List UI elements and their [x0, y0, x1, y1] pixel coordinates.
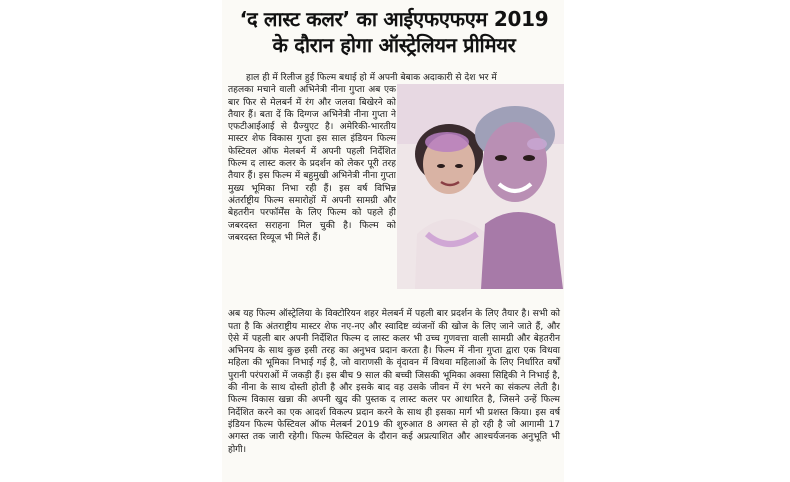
headline: [226, 6, 562, 58]
column-paragraph: तहलका मचाने वाली अभिनेत्री नीना गुप्ता अब एक बार फिर से मेलबर्न में रंग और जलवा बिखेरने को तैयार हैं। बता दें कि दिग्गज अभिनेत्री नीना गुप्ता ने एफटीआईआई से ग्रैज्युएट है। अमेरिकी-भारतीय मास्टर शेफ विकास गुप्ता इस साल इंडियन फिल्म फेस्टिवल ऑफ मेलबर्न में अपनी पहली निर्देशित फिल्म द लास्ट कलर के प्रदर्शन को लेकर पूरी तरह तैयार हैं। इस फिल्म में बहुमुखी अभिनेत्री नीना गुप्ता मुख्य भूमिका निभा रही हैं। इस वर्ष विभिन्न अंतर्राष्ट्रीय फिल्म समारोहों में अपनी सामग्री और बेहतरीन परफॉर्मेंस के लिए फिल्म को पहले ही जबरदस्त सराहना मिल चुकी है। फिल्म को जबरदस्त रिव्यूज भी मिले हैं।: [228, 85, 396, 243]
article-photo: [397, 84, 564, 289]
headline-line-1: ‘द लास्ट कलर’ का आईएफएफएम 2019: [239, 7, 549, 31]
full-width-paragraph: अब यह फिल्म ऑस्ट्रेलिया के विक्टोरियन शहर मेलबर्न में पहली बार प्रदर्शन के लिए तैयार है। सभी को पता है कि अंतराष्ट्रीय मास्टर शेफ नए-नए और स्वादिष्ट व्यंजनों की खोज के लिए जाने जाते हैं, और ऐसे में पहली बार अपनी निर्देशित फिल्म द लास्ट कलर भी उच्च गुणवत्ता वाली सामग्री और बेहतरीन अभिनय के साथ कुछ इसी तरह का अनुभव प्रदान करता है। फिल्म में नीना गुप्ता द्वारा एक विधवा महिला की भूमिका निभाई गई है, जो वाराणसी के वृंदावन में विधवा महिलाओं के लिए निर्धारित वर्षों पुरानी परंपराओं में जकड़ी हैं। इस बीच 9 साल की बच्ची जिसकी भूमिका अक्सा सिद्दिकी ने निभाई है, की नीना के साथ दोस्ती होती है और इसके बाद वह उसके जीवन में रंग भरने का संकल्प लेती है। फिल्म विकास खन्ना की अपनी खुद की पुस्तक द लास्ट कलर पर आधारित है, जिसने उन्हें फिल्म निर्देशित करने का एक आदर्श विकल्प प्रदान करने के साथ ही इसका मार्ग भी प्रशस्त किया। इस वर्ष इंडियन फिल्म फेस्टिवल ऑफ मेलबर्न 2019 की शुरुआत 8 अगस्त से हो रही है जो आगामी 17 अगस्त तक जारी रहेगी। फिल्म फेस्टिवल के दौरान कई अप्रत्याशित और आश्चर्यजनक अनुभूति भी होगी।: [228, 309, 560, 455]
headline-line-2: के दौरान होगा ऑस्ट्रेलियन प्रीमियर: [272, 33, 516, 57]
lead-line: हाल ही में रिलीज हुई फिल्म बधाई हो में अपनी बेबाक अदाकारी से देश भर में: [246, 73, 497, 83]
portrait-photo-icon: [397, 84, 564, 289]
newspaper-clipping: [222, 0, 564, 482]
